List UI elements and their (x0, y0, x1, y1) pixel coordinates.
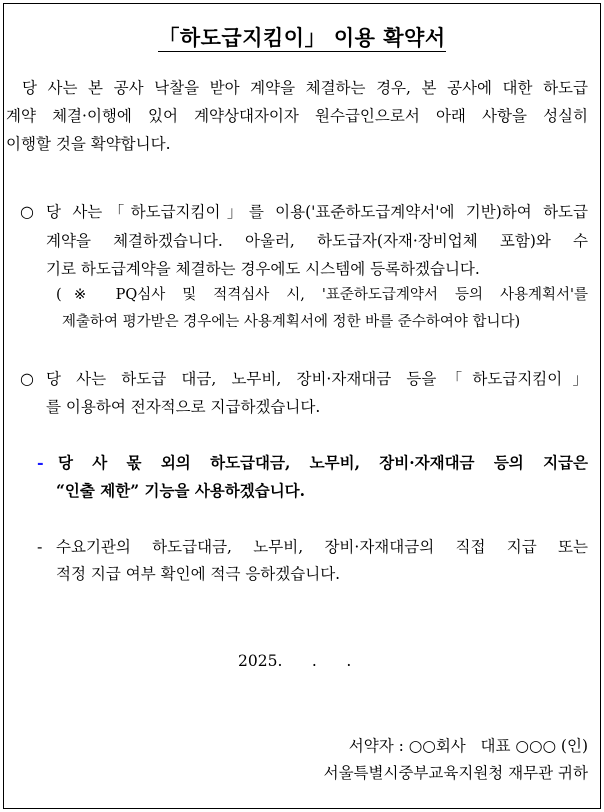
date-line: 2025. . . (238, 652, 352, 670)
intro-line-2: 계약 체결·이행에 있어 계약상대자이자 원수급인으로서 아래 사항을 성실히 (6, 107, 588, 125)
intro-line-1: 당 사는 본 공사 낙찰을 받아 계약을 체결하는 경우, 본 공사에 대한 하도급 (22, 79, 588, 97)
item-2-bullet: ○ (20, 369, 34, 388)
recipient-line: 서울특별시중부교육지원청 재무관 귀하 (323, 764, 588, 782)
item-2-line-2: 를 이용하여 전자적으로 지급하겠습니다. (46, 398, 321, 416)
sub-item-1-line-2: “인출 제한” 기능을 사용하겠습니다. (56, 481, 306, 500)
item-1-bullet: ○ (20, 202, 34, 221)
document-title (0, 22, 604, 52)
item-1-note-line-1: (※ PQ심사 및 적격심사 시, '표준하도급계약서 등의 사용계획서'를 (56, 287, 588, 303)
item-1-line-1: 당 사는「하도급지킴이」를 이용('표준하도급계약서'에 기반)하여 하도급 (46, 203, 588, 221)
sub-item-2-line-2: 적정 지급 여부 확인에 적극 응하겠습니다. (56, 565, 341, 583)
sub-item-1-line-1: 당 사 몫 외의 하도급대금, 노무비, 장비·자재대금 등의 지급은 (58, 453, 588, 472)
sub-item-1-dash: - (37, 453, 44, 472)
item-1-line-2: 계약을 체결하겠습니다. 아울러, 하도급자(자재·장비업체 포함)와 수 (46, 232, 588, 250)
intro-line-3: 이행할 것을 확약합니다. (6, 135, 171, 153)
signature-line: 서약자 : ○○회사 대표 ○○○ (인) (348, 737, 588, 755)
item-2-line-1: 당 사는 하도급 대금, 노무비, 장비·자재대금 등을「하도급지킴이」 (46, 370, 588, 388)
sub-item-2-dash: - (37, 537, 43, 556)
title-text: 「하도급지킴이」 이용 확약서 (158, 25, 446, 50)
sub-item-2-line-1: 수요기관의 하도급대금, 노무비, 장비·자재대금의 직접 지급 또는 (56, 538, 588, 556)
item-1-note-line-2: 제출하여 평가받은 경우에는 사용계획서에 정한 바를 준수하여야 합니다) (62, 314, 521, 330)
item-1-line-3: 기로 하도급계약을 체결하는 경우에도 시스템에 등록하겠습니다. (46, 260, 480, 278)
